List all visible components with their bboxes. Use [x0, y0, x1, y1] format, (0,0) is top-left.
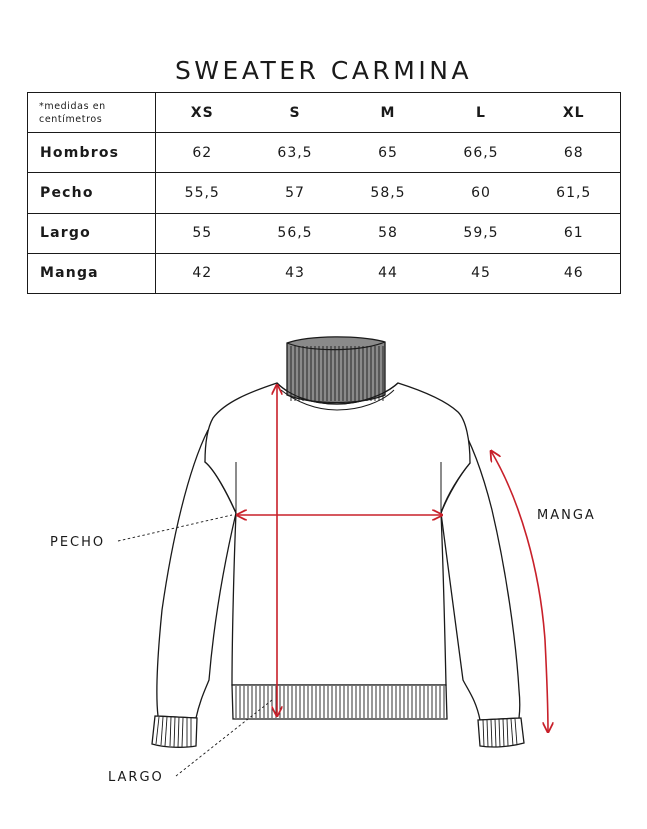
table-cell: 68	[528, 133, 621, 173]
table-cell: 61	[528, 213, 621, 253]
table-cell: 59,5	[435, 213, 528, 253]
table-row	[28, 173, 621, 213]
row-label: Largo	[28, 213, 156, 253]
left-cuff	[152, 716, 197, 747]
row-label: Hombros	[28, 133, 156, 173]
table-cell: 43	[249, 253, 342, 293]
sweater-body	[205, 383, 470, 685]
pecho-label: PECHO	[50, 535, 106, 550]
size-header: L	[435, 93, 528, 133]
table-cell: 62	[156, 133, 249, 173]
size-header: XS	[156, 93, 249, 133]
table-cell: 58	[342, 213, 435, 253]
row-label: Manga	[28, 253, 156, 293]
table-cell: 60	[435, 173, 528, 213]
table-cell: 45	[435, 253, 528, 293]
table-cell: 42	[156, 253, 249, 293]
table-cell: 57	[249, 173, 342, 213]
units-note: *medidas en centímetros	[28, 93, 156, 133]
table-row	[28, 133, 621, 173]
table-cell: 66,5	[435, 133, 528, 173]
size-header: M	[342, 93, 435, 133]
largo-label: LARGO	[108, 770, 164, 785]
size-table	[27, 92, 621, 294]
table-cell: 46	[528, 253, 621, 293]
table-cell: 63,5	[249, 133, 342, 173]
table-cell: 56,5	[249, 213, 342, 253]
size-header: XL	[528, 93, 621, 133]
waistband	[232, 685, 447, 719]
table-header-row	[28, 93, 621, 133]
table-cell: 65	[342, 133, 435, 173]
table-row	[28, 213, 621, 253]
sweater-diagram	[0, 310, 647, 829]
size-header: S	[249, 93, 342, 133]
manga-label: MANGA	[537, 508, 596, 523]
table-cell: 58,5	[342, 173, 435, 213]
right-cuff	[478, 718, 524, 747]
table-cell: 55,5	[156, 173, 249, 213]
row-label: Pecho	[28, 173, 156, 213]
table-row	[28, 253, 621, 293]
page-title: SWEATER CARMINA	[174, 56, 473, 85]
table-cell: 44	[342, 253, 435, 293]
table-cell: 61,5	[528, 173, 621, 213]
table-cell: 55	[156, 213, 249, 253]
